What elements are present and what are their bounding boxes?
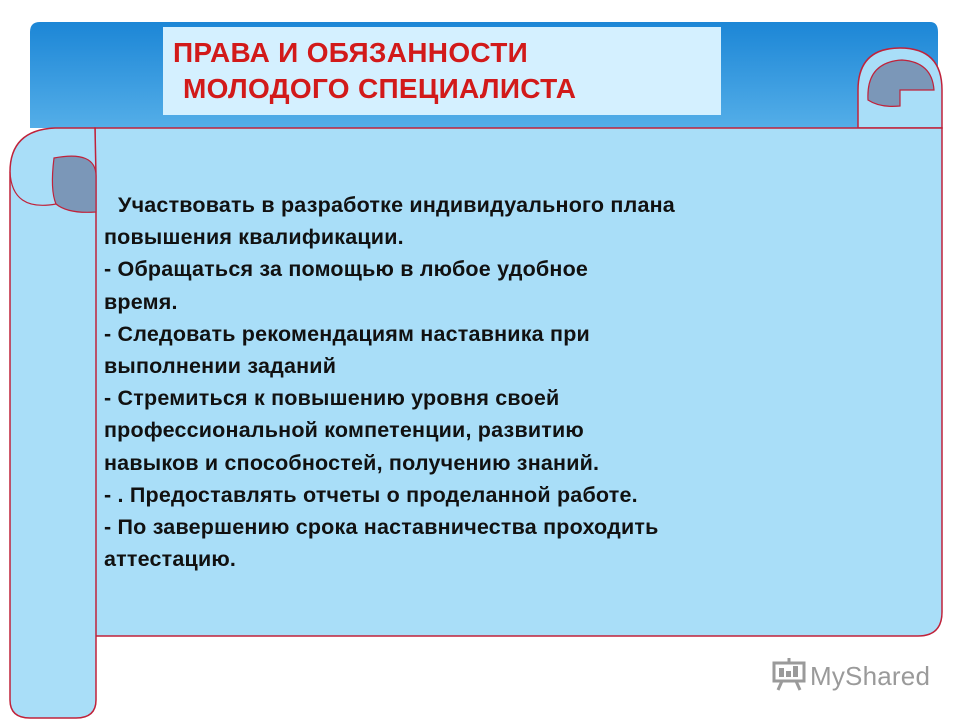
- body-line: выполнении заданий: [104, 354, 337, 379]
- body-line: аттестацию.: [104, 547, 237, 572]
- myshared-watermark: [770, 655, 940, 695]
- body-line: повышения квалификации.: [104, 225, 404, 250]
- body-line: - По завершению срока наставничества проходить: [104, 515, 659, 540]
- body-line: навыков и способностей, получению знаний.: [104, 450, 600, 475]
- presentation-board-icon: [770, 657, 808, 691]
- body-line: профессиональной компетенции, развитию: [104, 418, 584, 443]
- body-line: - Следовать рекомендациям наставника при: [104, 321, 590, 346]
- slide-title-line-2: МОЛОДОГО СПЕЦИАЛИСТА: [183, 73, 577, 104]
- body-line: время.: [104, 289, 178, 314]
- body-line: - . Предоставлять отчеты о проделанной работе.: [104, 482, 638, 507]
- scroll-left-curl: [52, 156, 96, 212]
- body-line: - Стремиться к повышению уровня своей: [104, 386, 560, 411]
- scroll-left-roll: [10, 128, 96, 718]
- slide-title-line-1: ПРАВА И ОБЯЗАННОСТИ: [173, 37, 529, 68]
- body-line: - Обращаться за помощью в любое удобное: [104, 257, 589, 282]
- watermark-text: MyShared: [810, 661, 931, 691]
- slide-body-text: [104, 189, 904, 575]
- body-line: Участвовать в разработке индивидуального плана: [118, 193, 675, 217]
- title-box: [163, 27, 721, 115]
